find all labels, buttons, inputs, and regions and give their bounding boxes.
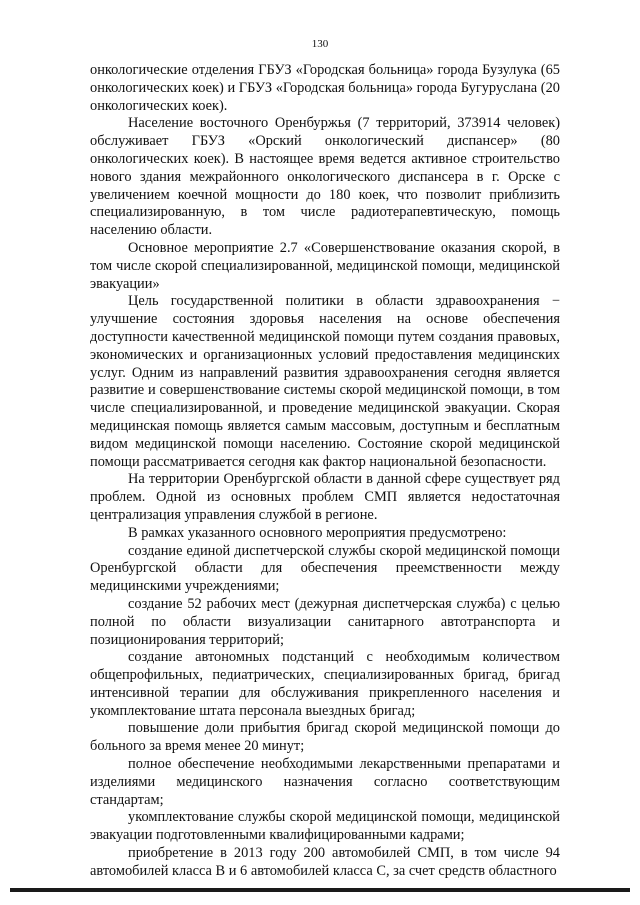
list-item-medicines: полное обеспечение необходимыми лекарственными препаратами и изделиями медицинского назначения согласно соответствующим стандартам; bbox=[90, 756, 560, 808]
paragraph-list-intro: В рамках указанного основного мероприятия предусмотрено: bbox=[128, 524, 507, 541]
list-item-workplaces: создание 52 рабочих мест (дежурная диспетчерская служба) с целью полной по области визуализации санитарного автотранспорта и позиционирования территорий; bbox=[90, 595, 560, 648]
list-item-vehicles: приобретение в 2013 году 200 автомобилей СМП, в том числе 94 автомобилей класса В и 6 автомобилей класса С, за счет средств областного bbox=[90, 845, 560, 879]
paragraph-east-orenburg: Население восточного Оренбуржья (7 территорий, 373914 человек) обслуживает ГБУЗ «Орский онкологический диспансер» (80 онкологических коек). В настоящее время ведется активное строительство нового здания межрайонного онкологического диспансера в г. Орске с увеличением коечной мощности до 180 коек, что позволит приблизить специализированную, в том числе радиотерапевтическую, помощь населению области. bbox=[90, 115, 560, 239]
bottom-rule bbox=[10, 888, 630, 892]
paragraph-policy-goal: Цель государственной политики в области здравоохранения − улучшение состояния здоровья населения на основе обеспечения доступности качественной медицинской помощи путем создания правовых, экономических и организационных условий предоставления медицинских услуг. Одним из направлений развития здравоохранения сегодня является развитие и совершенствование системы скорой медицинской помощи, в том числе специализированной, и проведение медицинской эвакуации. Скорая медицинская помощь является самым массовым, доступным и бесплатным видом медицинской помощи населению. Состояние скорой медицинской помощи рассматривается сегодня как фактор национальной безопасности. bbox=[90, 293, 560, 470]
list-item-substations: создание автономных подстанций с необходимым количеством общепрофильных, педиатрических, специализированных бригад, бригад интенсивной терапии для обслуживания прикрепленного населения и укомплектование штата персонала выездных бригад; bbox=[90, 649, 560, 719]
paragraph-continuation: онкологические отделения ГБУЗ «Городская больница» города Бузулука (65 онкологических коек) и ГБУЗ «Городская больница» города Бугуруслана (20 онкологических коек). bbox=[90, 62, 560, 114]
list-item-dispatch-service: создание единой диспетчерской службы скорой медицинской помощи Оренбургской области для обеспечения преемственности между медицинскими учреждениями; bbox=[90, 542, 560, 595]
paragraph-problems: На территории Оренбургской области в данной сфере существует ряд проблем. Одной из основных проблем СМП является недостаточная централизация управления службой в регионе. bbox=[90, 471, 560, 523]
list-item-arrival-time: повышение доли прибытия бригад скорой медицинской помощи до больного за время менее 20 минут; bbox=[90, 720, 560, 755]
paragraph-measure-heading: Основное мероприятие 2.7 «Совершенствование оказания скорой, в том числе скорой специализированной, медицинской помощи, медицинской эвакуации» bbox=[90, 239, 560, 292]
list-item-staffing: укомплектование службы скорой медицинской помощи, медицинской эвакуации подготовленными квалифицированными кадрами; bbox=[90, 809, 560, 844]
page-number: 130 bbox=[311, 38, 329, 50]
document-body bbox=[90, 62, 560, 881]
